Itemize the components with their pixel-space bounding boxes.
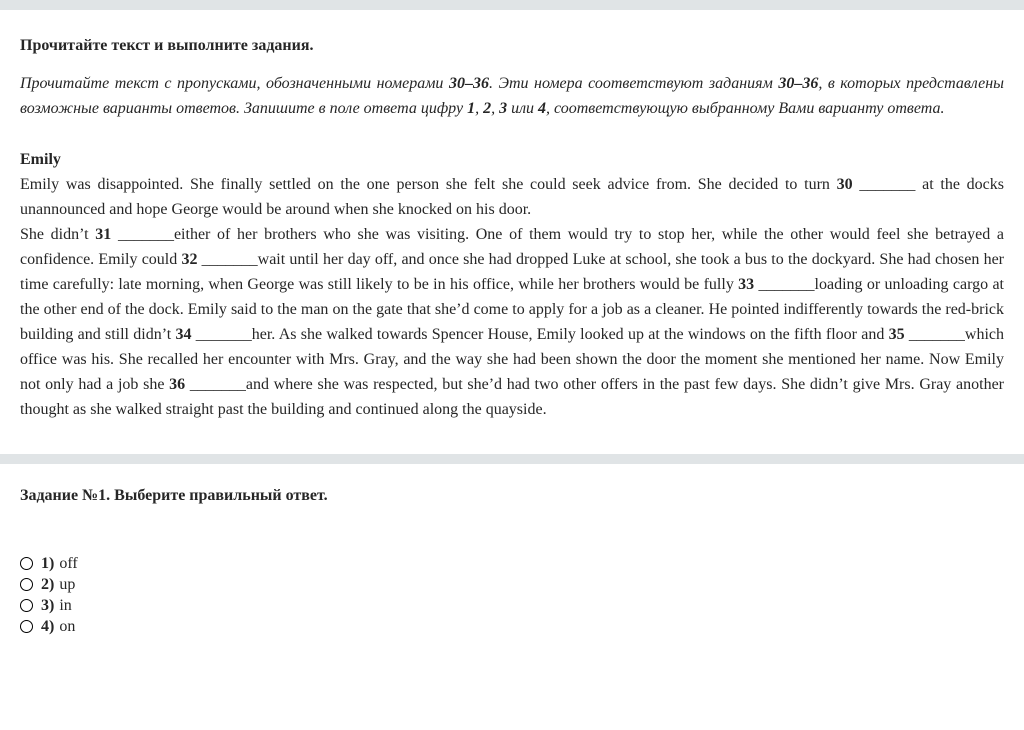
passage-title: Emily (20, 151, 61, 168)
answer-option-4[interactable] (20, 616, 1004, 637)
option-number: 2) (41, 575, 55, 593)
task-heading: Задание №1. Выберите правильный ответ. (20, 487, 328, 504)
option-number: 4) (41, 617, 55, 635)
top-divider-bar (0, 0, 1024, 10)
option-number: 1) (41, 554, 55, 572)
option-label: in (59, 596, 72, 614)
answer-option-3[interactable] (20, 595, 1004, 616)
option-label: up (59, 575, 76, 593)
answer-option-1[interactable] (20, 553, 1004, 574)
passage-paragraph-1: Emily was disappointed. She finally settled on the one person she felt she could seek advice from. She decided to turn 30 _______ at the docks unannounced and hope George would be around when she knocked on his door. (20, 176, 1005, 218)
radio-button-icon[interactable] (20, 620, 33, 633)
task-section (0, 486, 1024, 637)
radio-button-icon[interactable] (20, 557, 33, 570)
option-label: off (59, 554, 78, 572)
option-number: 3) (41, 596, 55, 614)
answer-option-2[interactable] (20, 574, 1004, 595)
option-label: on (59, 617, 76, 635)
instructions-heading: Прочитайте текст и выполните задания. (20, 37, 314, 54)
radio-button-icon[interactable] (20, 578, 33, 591)
radio-button-icon[interactable] (20, 599, 33, 612)
answer-options (20, 553, 1004, 637)
section-divider-bar (0, 454, 1024, 464)
instructions-text: Прочитайте текст с пропусками, обозначенными номерами 30–36. Эти номера соответствуют заданиям 30–36, в которых представлены возможные варианты ответов. Запишите в поле ответа цифру 1, 2, 3 или 4, соответствующую выбранному Вами варианту ответа. (20, 75, 1005, 117)
reading-section (0, 36, 1024, 422)
passage-paragraph-2: She didn’t 31 _______either of her brothers who she was visiting. One of them would try to stop her, while the other would feel she betrayed a confidence. Emily could 32 _______wait until her day off, and once she had dropped Luke at school, she took a bus to the dockyard. She had chosen her time carefully: late morning, when George was still likely to be in his office, while her brothers would be fully 33 _______loading or unloading cargo at the other end of the dock. Emily said to the man on the gate that she’d come to apply for a job as a cleaner. He pointed indifferently towards the red-brick building and still didn’t 34 _______her. As she walked towards Spencer House, Emily looked up at the windows on the fifth floor and 35 _______which office was his. She recalled her encounter with Mrs. Gray, and the way she had been shown the door the moment she mentioned her name. Now Emily not only had a job she 36 _______and where she was respected, but she’d had two other offers in the past few days. She didn’t give Mrs. Gray another thought as she walked straight past the building and continued along the quayside. (20, 226, 1005, 418)
